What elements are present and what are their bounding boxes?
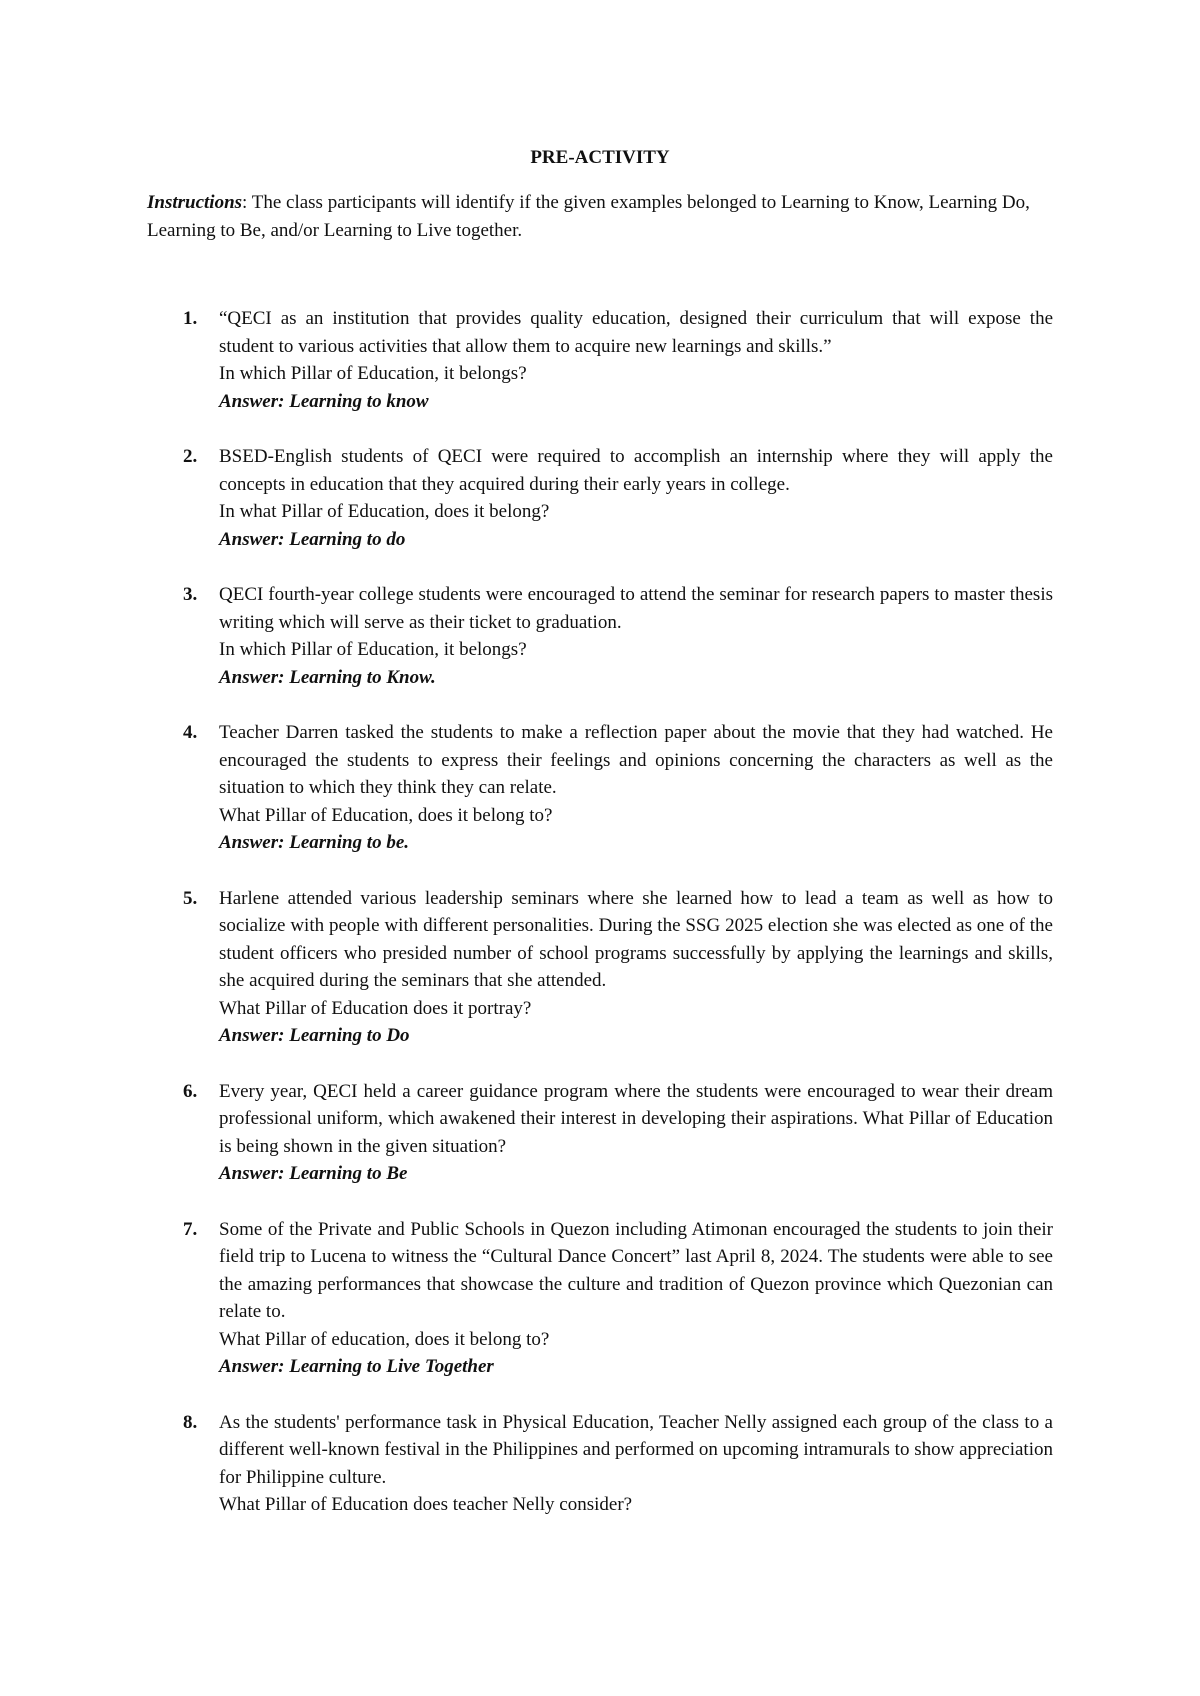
instructions-label: Instructions: [147, 192, 243, 213]
item-number: 8.: [183, 1411, 198, 1433]
item-number: 6.: [183, 1080, 198, 1102]
question-list: [0, 305, 1200, 1547]
item-answer: Answer: Learning to Be: [219, 1163, 408, 1184]
item-question: In which Pillar of Education, it belongs?: [219, 639, 527, 660]
item-answer: Answer: Learning to Know.: [219, 666, 436, 688]
question-item-4: [0, 719, 1200, 857]
question-item-2: [0, 443, 1200, 553]
instructions-text: : The class participants will identify if the given examples belonged to Learning to Know, Learning Do, Learning to Be, and/or Learning to Live together.: [147, 192, 1030, 241]
item-number: 5.: [183, 887, 198, 909]
item-number: 2.: [183, 446, 198, 467]
question-item-1: [0, 305, 1200, 415]
question-item-3: [0, 581, 1200, 691]
item-question: What Pillar of education, does it belong to?: [219, 1328, 550, 1350]
item-question: What Pillar of Education does it portray?: [219, 997, 532, 1019]
item-text: Harlene attended various leadership seminars where she learned how to lead a team as well as how to socialize with people with different personalities. During the SSG 2025 election she was elected as one of the student officers who presided number of school programs successfully by applying the learnings and skills, she acquired during the seminars that she attended.: [219, 887, 1053, 991]
question-item-5: [0, 885, 1200, 1050]
item-text: QECI fourth-year college students were encouraged to attend the seminar for research papers to master thesis writing which will serve as their ticket to graduation.: [219, 584, 1053, 633]
item-answer: Answer: Learning to be.: [219, 832, 410, 853]
item-answer: Answer: Learning to know: [219, 390, 429, 412]
item-number: 3.: [183, 584, 198, 605]
item-text: “QECI as an institution that provides quality education, designed their curriculum that will expose the student to various activities that allow them to acquire new learnings and skills.”: [219, 308, 1053, 357]
question-item-7: [0, 1216, 1200, 1381]
item-text: Some of the Private and Public Schools in Quezon including Atimonan encouraged the students to join their field trip to Lucena to witness the “Cultural Dance Concert” last April 8, 2024. The students were able to see the amazing performances that showcase the culture and tradition of Quezon province which Quezonian can relate to.: [219, 1218, 1053, 1322]
item-question: What Pillar of Education does teacher Nelly consider?: [219, 1494, 633, 1515]
item-question: In which Pillar of Education, it belongs?: [219, 363, 527, 384]
question-item-6: [0, 1078, 1200, 1188]
page-title: PRE-ACTIVITY: [530, 147, 670, 168]
item-text: BSED-English students of QECI were required to accomplish an internship where they will apply the concepts in education that they acquired during their early years in college.: [219, 446, 1053, 495]
item-answer: Answer: Learning to Do: [219, 1025, 410, 1046]
item-number: 4.: [183, 722, 198, 743]
item-number: 1.: [183, 308, 198, 329]
item-answer: Answer: Learning to Live Together: [219, 1356, 494, 1377]
item-question: In what Pillar of Education, does it belong?: [219, 501, 550, 522]
item-answer: Answer: Learning to do: [219, 528, 406, 550]
instructions: [147, 189, 1053, 244]
item-text: Every year, QECI held a career guidance program where the students were encouraged to wear their dream professional uniform, which awakened their interest in developing their aspirations. What Pillar of Education is being shown in the given situation?: [219, 1080, 1053, 1157]
item-question: What Pillar of Education, does it belong to?: [219, 804, 553, 826]
item-number: 7.: [183, 1218, 198, 1240]
item-text: As the students' performance task in Physical Education, Teacher Nelly assigned each group of the class to a different well-known festival in the Philippines and performed on upcoming intramurals to show appreciation for Philippine culture.: [219, 1411, 1053, 1488]
question-item-8: [0, 1409, 1200, 1519]
item-text: Teacher Darren tasked the students to make a reflection paper about the movie that they had watched. He encouraged the students to express their feelings and opinions concerning the characters as well as the situation to which they think they can relate.: [219, 722, 1053, 798]
